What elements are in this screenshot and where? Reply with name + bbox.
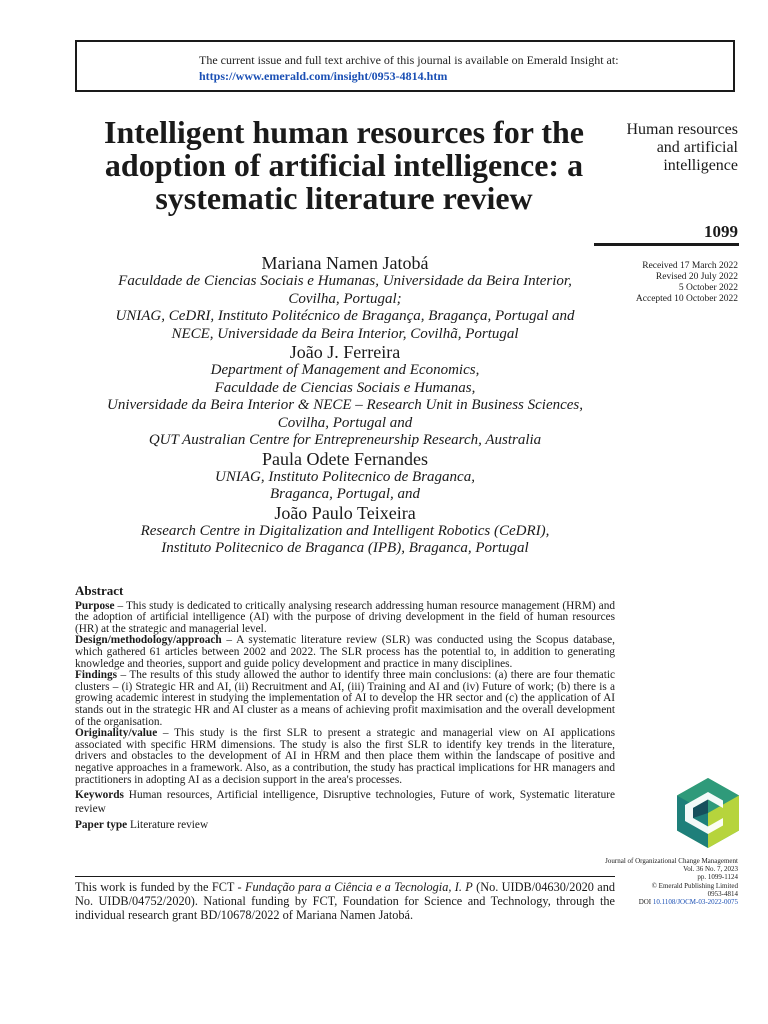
purpose-text: – This study is dedicated to critically analysing research addressing human resource management (HRM) and the adoption of artificial intelligence (AI) with the purpose of driving development in the field of human resources (HR) at the strategic and managerial level. bbox=[75, 599, 615, 635]
author-affiliation: Faculdade de Ciencias Sociais e Humanas, Universidade da Beira Interior, Covilha, Portugal; UNIAG, CeDRI, Instituto Politécnico de Bragança, Bragança, Portugal and NECE, Universidade da Beira Interior, Covilhã, Portugal bbox=[115, 273, 575, 342]
author-name: Mariana Namen Jatobá bbox=[261, 253, 429, 273]
keywords-text: Human resources, Artificial intelligence, Disruptive technologies, Future of work, Systematic literature review bbox=[75, 789, 615, 816]
page-number: 1099 bbox=[704, 222, 738, 241]
journal-url-link[interactable]: https://www.emerald.com/insight/0953-4814.htm bbox=[199, 69, 448, 83]
journal-pages: pp. 1099-1124 bbox=[697, 873, 738, 882]
author-affiliation: Department of Management and Economics, Faculdade de Ciencias Sociais e Humanas, Universidade da Beira Interior & NECE – Research Unit in Business Sciences, Covilha, Portugal and QUT Australian Centre for Entrepreneurship Research, Australia bbox=[106, 362, 584, 448]
findings-label: Findings bbox=[75, 669, 118, 682]
author-list bbox=[75, 254, 615, 558]
author-name: João J. Ferreira bbox=[289, 342, 401, 362]
doi-label: DOI bbox=[638, 898, 652, 907]
abstract-keywords bbox=[75, 788, 615, 816]
received-date: Received 17 March 2022 bbox=[642, 261, 738, 271]
funding-text: This work is funded by the FCT - bbox=[75, 880, 245, 894]
author-name: Paula Odete Fernandes bbox=[262, 448, 428, 469]
footnote-divider bbox=[75, 876, 615, 877]
emerald-publishing-logo-icon bbox=[677, 778, 739, 848]
revised-date: Revised 20 July 2022 bbox=[655, 272, 738, 282]
side-divider bbox=[594, 243, 739, 246]
abstract-heading: Abstract bbox=[75, 583, 124, 598]
purpose-label: Purpose bbox=[75, 599, 115, 612]
publisher: © Emerald Publishing Limited bbox=[651, 881, 738, 890]
paper-type-text: Literature review bbox=[127, 819, 209, 832]
design-text: – A systematic literature review (SLR) was conducted using the Scopus database, which gathered 61 articles between 2002 and 2022. The SLR process has the potential to, in addition to generating knowledge and theories, support and guide policy development and practice in many disciplines. bbox=[75, 634, 615, 670]
abstract-purpose bbox=[75, 601, 615, 636]
journal-name: Journal of Organizational Change Management bbox=[605, 857, 738, 865]
originality-text: – This study is the first SLR to present a strategic and managerial view on AI applications associated with specific HRM dimensions. The study is also the first SLR to identify key trends in the literature, drivers and obstacles to the development of AI in HRM and then place them within the landscape of positive and negative approaches in a framework. Also, as a contribution, the study has practical implications for HR managers and practitioners in adopting AI as a decision support in the area's processes. bbox=[75, 727, 615, 786]
abstract-section bbox=[75, 585, 615, 832]
funding-text-2: (No. UIDB/04630/2020 and No. UIDB/04752/2020). National funding by FCT, Foundation for Science and Technology, through the individual research grant BD/10678/2022 of Mariana Namen Jatobá. bbox=[75, 880, 615, 922]
revised-date-2: 5 October 2022 bbox=[678, 283, 738, 293]
abstract-originality bbox=[75, 728, 615, 786]
originality-label: Originality/value bbox=[75, 727, 158, 740]
running-title: Human resources and artificial intelligence bbox=[626, 121, 738, 174]
author-name: João Paulo Teixeira bbox=[274, 502, 416, 523]
findings-text: – The results of this study allowed the author to identify three main conclusions: (a) there are four thematic clusters – (i) Strategic HR and AI, (ii) Recruitment and AI, (iii) Training and AI and (iv) Future of work; (b) there is a growing academic interest in studying the implementation of AI to develop the HR sector and (c) the application of AI stands out in the strategic HR and AI cluster as a means of achieving profit maximisation and the overall development of the organisation. bbox=[75, 669, 615, 728]
article-dates bbox=[600, 261, 738, 305]
issn: 0953-4814 bbox=[707, 889, 738, 898]
author-affiliation: UNIAG, Instituto Politecnico de Braganca, Braganca, Portugal, and bbox=[215, 468, 475, 502]
paper-type-label: Paper type bbox=[75, 819, 128, 832]
journal-volume: Vol. 36 No. 7, 2023 bbox=[683, 865, 738, 874]
accepted-date: Accepted 10 October 2022 bbox=[635, 294, 738, 304]
doi-link[interactable]: 10.1108/JOCM-03-2022-0075 bbox=[652, 898, 738, 907]
funding-agency: Fundação para a Ciência e a Tecnologia, I. P bbox=[244, 880, 473, 894]
journal-availability-banner bbox=[75, 40, 735, 92]
doi-line bbox=[600, 898, 738, 906]
author-affiliation: Research Centre in Digitalization and Intelligent Robotics (CeDRI), Instituto Politecnico de Braganca (IPB), Braganca, Portugal bbox=[140, 522, 550, 556]
keywords-label: Keywords bbox=[75, 789, 124, 802]
abstract-paper-type bbox=[75, 818, 615, 832]
banner-text: The current issue and full text archive of this journal is available on Emerald Insight at: bbox=[199, 53, 619, 67]
journal-info bbox=[600, 857, 738, 906]
abstract-findings bbox=[75, 670, 615, 728]
article-title: Intelligent human resources for the adoption of artificial intelligence: a systematic literature review bbox=[104, 114, 584, 216]
abstract-design bbox=[75, 635, 615, 670]
funding-note bbox=[75, 880, 615, 922]
design-label: Design/methodology/approach bbox=[75, 634, 222, 647]
